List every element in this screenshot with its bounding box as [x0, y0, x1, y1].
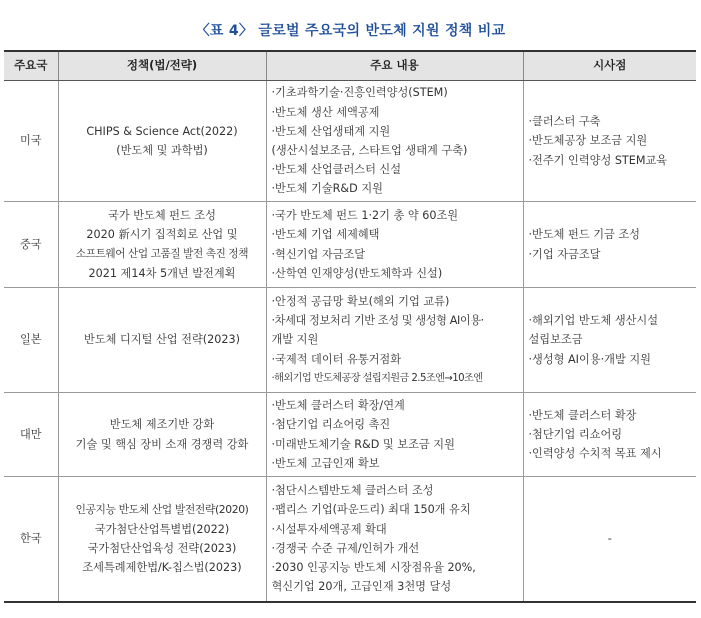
policy-cell — [58, 202, 266, 288]
content-item: ·안정적 공급망 확보(해외 기업 교류) — [271, 294, 450, 308]
policy-line: 국가첨단산업특별법(2022) — [94, 522, 230, 536]
implications-cell — [523, 202, 696, 288]
table-row — [4, 393, 696, 477]
policy-line: 조세특례제한법/K-칩스법(2023) — [82, 560, 242, 574]
table-row — [4, 81, 696, 202]
country-cell: 한국 — [4, 477, 58, 602]
content-item: ·첨단시스템반도체 클러스터 조성 — [271, 484, 434, 498]
policy-line: 소프트웨어 산업 고품질 발전 촉진 정책 — [75, 247, 249, 260]
implications-cell — [523, 81, 696, 202]
content-item: 개발 지원 — [271, 333, 319, 347]
policy-line: 2020 新시기 집적회로 산업 및 — [86, 228, 238, 242]
country-cell: 미국 — [4, 81, 58, 202]
content-item: ·반도체 기업 세제혜택 — [271, 228, 380, 242]
content-item: ·시설투자세액공제 확대 — [271, 522, 387, 536]
policy-line: 기술 및 핵심 장비 소재 경쟁력 강화 — [75, 437, 249, 451]
implications-cell — [523, 393, 696, 477]
content-cell — [266, 393, 523, 477]
content-item: ·혁신기업 자금조달 — [271, 247, 366, 261]
policy-comparison-table — [4, 50, 696, 603]
policy-line: 국가 반도체 펀드 조성 — [108, 209, 216, 223]
header-implications: 시사점 — [523, 51, 696, 81]
content-item: ·차세대 정보처리 기반 조성 및 생성형 AI이용· — [271, 314, 484, 328]
header-policy: 정책(법/전략) — [58, 51, 266, 81]
implication-item: ·해외기업 반도체 생산시설 — [528, 314, 659, 328]
table-row — [4, 477, 696, 602]
content-item: ·해외기업 반도체공장 설립지원금 2.5조엔→10조엔 — [271, 372, 483, 384]
implication-item: ·반도체공장 보조금 지원 — [528, 134, 648, 148]
table-row — [4, 202, 696, 288]
content-cell — [266, 288, 523, 393]
policy-line: (반도체 및 과학법) — [116, 144, 208, 157]
implication-item: ·클러스터 구축 — [528, 115, 601, 129]
content-item: ·미래반도체기술 R&D 및 보조금 지원 — [271, 437, 455, 451]
implication-item: ·전주기 인력양성 STEM교육 — [528, 153, 668, 167]
implication-item: ·반도체 펀드 기금 조성 — [528, 228, 640, 242]
policy-cell — [58, 477, 266, 602]
content-item: ·반도체 클러스터 확장/연계 — [271, 399, 405, 413]
content-cell — [266, 81, 523, 202]
country-cell: 일본 — [4, 288, 58, 393]
header-row — [4, 51, 696, 81]
table-caption: 〈표 4〉 글로벌 주요국의 반도체 지원 정책 비교 — [195, 23, 506, 39]
implication-item: ·기업 자금조달 — [528, 247, 601, 261]
content-item: ·반도체 생산 세액공제 — [271, 105, 380, 119]
content-item: ·국제적 데이터 유통거점화 — [271, 352, 402, 366]
policy-line: 반도체 제조기반 강화 — [109, 418, 215, 432]
policy-cell — [58, 288, 266, 393]
policy-line: 2021 제14차 5개년 발전계획 — [88, 266, 236, 280]
country-cell: 중국 — [4, 202, 58, 288]
content-item: ·2030 인공지능 반도체 시장점유율 20%, — [271, 560, 476, 574]
content-item: ·팹리스 기업(파운드리) 최대 150개 유치 — [271, 503, 471, 517]
content-item: (생산시설보조금, 스타트업 생태계 구축) — [271, 144, 468, 157]
implications-cell — [523, 288, 696, 393]
implication-item: ·첨단기업 리쇼어링 — [528, 427, 623, 441]
content-item: 혁신기업 20개, 고급인재 3천명 달성 — [271, 580, 452, 594]
content-item: ·반도체 고급인재 확보 — [271, 456, 380, 470]
header-content: 주요 내용 — [266, 51, 523, 81]
content-item: ·반도체 기술R&D 지원 — [271, 182, 383, 196]
header-country: 주요국 — [4, 51, 58, 81]
content-cell — [266, 477, 523, 602]
content-item: ·기초과학기술·진흥인력양성(STEM) — [271, 86, 448, 100]
content-cell — [266, 202, 523, 288]
policy-cell — [58, 81, 266, 202]
content-item: ·반도체 산업클러스터 신설 — [271, 163, 402, 177]
implication-item: ·생성형 AI이용·개발 지원 — [528, 352, 651, 366]
content-item: ·경쟁국 수준 규제/인허가 개선 — [271, 541, 420, 555]
table-row — [4, 288, 696, 393]
content-item: ·첨단기업 리쇼어링 촉진 — [271, 418, 391, 432]
policy-line: 국가첨단산업육성 전략(2023) — [87, 541, 237, 555]
implications-cell — [523, 477, 696, 602]
country-cell: 대만 — [4, 393, 58, 477]
content-item: ·반도체 산업생태계 지원 — [271, 124, 391, 138]
policy-line: 인공지능 반도체 산업 발전전략(2020) — [75, 503, 249, 517]
implication-item: 설립보조금 — [528, 333, 583, 347]
policy-line: CHIPS & Science Act(2022) — [86, 124, 238, 138]
content-item: ·산학연 인재양성(반도체학과 신설) — [271, 266, 443, 280]
policy-cell — [58, 393, 266, 477]
content-item: ·국가 반도체 펀드 1·2기 총 약 60조원 — [271, 209, 459, 223]
implication-item: ·인력양성 수치적 목표 제시 — [528, 447, 662, 461]
implication-dash: - — [607, 532, 612, 546]
policy-line: 반도체 디지털 산업 전략(2023) — [84, 333, 240, 347]
implication-item: ·반도체 클러스터 확장 — [528, 408, 637, 422]
